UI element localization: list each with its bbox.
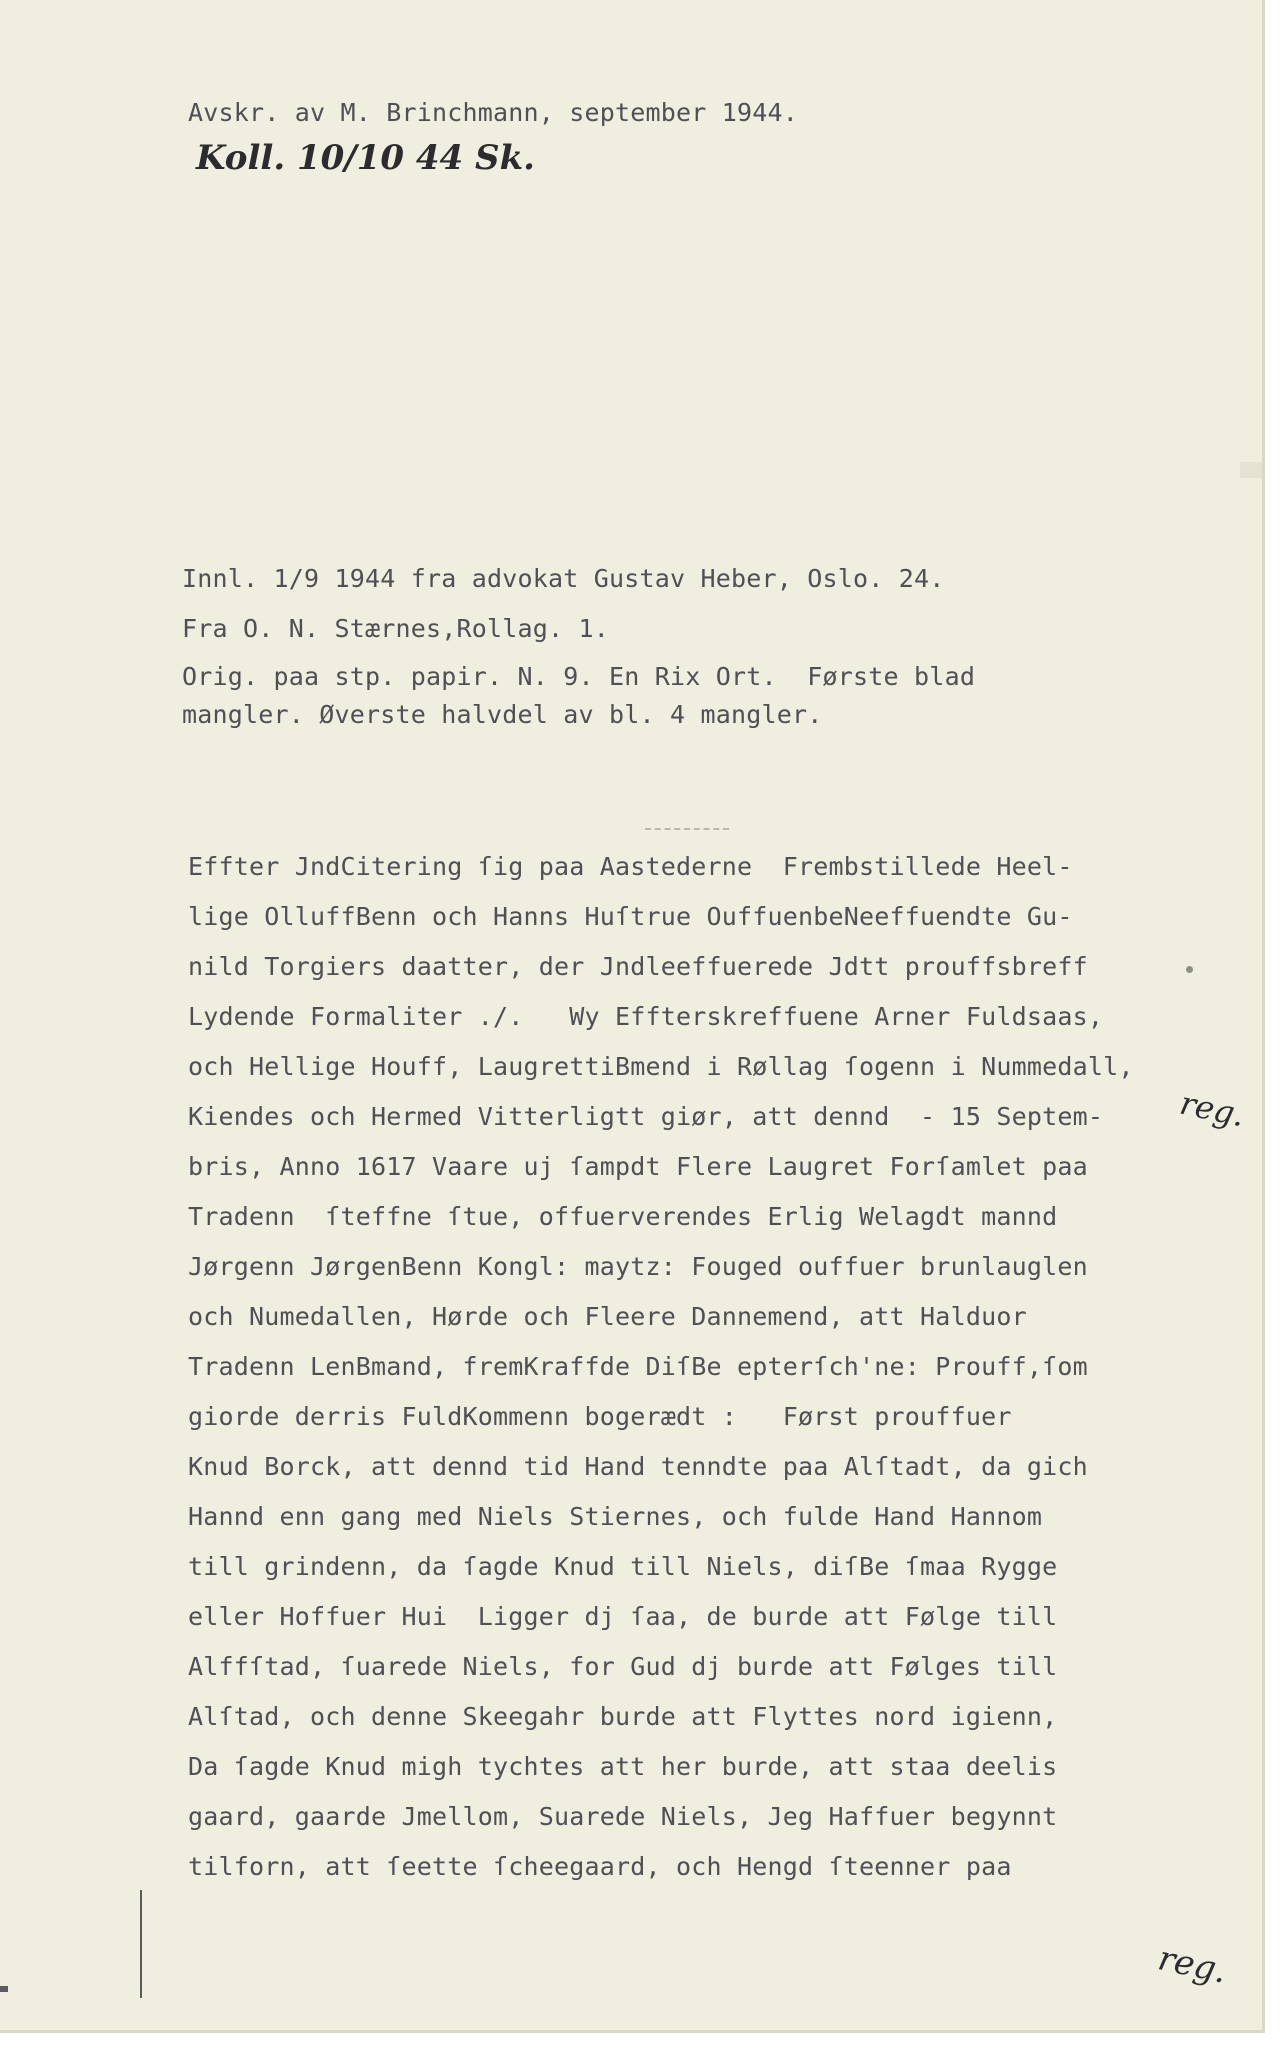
body-line: Hannd enn gang med Niels Stiernes, och fulde Hand Hannom: [188, 1502, 1043, 1531]
body-line: till grindenn, da ſagde Knud till Niels, diſBe ſmaa Rygge: [188, 1552, 1058, 1581]
meta-line: Fra O. N. Stærnes,Rollag. 1.: [182, 614, 610, 643]
body-line: Lydende Formaliter ./. Wy Efftersk​reffuene Arner Fuldsaas,: [188, 1002, 1104, 1031]
control-note-handwritten: Koll. 10/10 44 Sk.: [196, 138, 535, 178]
body-line: Knud Borck, att dennd tid Hand tenndte paa Alſtadt, da gich: [188, 1452, 1088, 1481]
paper-stain: [1240, 462, 1262, 478]
edge-tick-mark: [0, 1986, 8, 1992]
body-line: gaard, gaarde Jmellom, Suarede Niels, Jeg Haffuer begynnt: [188, 1802, 1058, 1831]
body-line: Alffſtad, ſuarede Niels, for Gud dj burde att Følges till: [188, 1652, 1058, 1681]
separator-dash: [645, 828, 729, 830]
body-line: och Hellige Houff, LaugrettiBmend i Røllag ſogenn i Nummedall,: [188, 1052, 1134, 1081]
body-line: Alſtad, och denne Skeegahr burde att Flyttes nord igienn,: [188, 1702, 1058, 1731]
body-line: tilforn, att ſeette ſcheegaard, och Hengd ſteenner paa: [188, 1852, 1012, 1881]
body-line: Kiendes och Hermed Vitterligtt giør, att dennd - 15 Septem-: [188, 1102, 1104, 1131]
body-line: bris, Anno 1617 Vaare uj ſampdt Flere Laugret Forſamlet paa: [188, 1152, 1088, 1181]
body-line: Tradenn ſteffne ſtue, offuerverendes Erlig Welagdt mannd: [188, 1202, 1058, 1231]
transcription-note: Avskr. av M. Brinchmann, september 1944.: [188, 98, 799, 127]
body-line: och Numedallen, Hørde och Fleere Dannemend, att Halduor: [188, 1302, 1027, 1331]
body-line: nild Torgiers daatter, der Jndleeffuerede Jdtt prouffsbreff: [188, 952, 1088, 981]
margin-note-reg: reg.: [1176, 1083, 1249, 1135]
body-line: Tradenn LenBmand, fremKraffde DiſBe epterſch'ne: Prouff,ſom: [188, 1352, 1088, 1381]
pencil-margin-line: [140, 1890, 142, 1998]
body-line: Da ſagde Knud migh tychtes att her burde, att staa deelis: [188, 1752, 1058, 1781]
meta-line: mangler. Øverste halvdel av bl. 4 mangler.: [182, 700, 823, 729]
meta-line: Orig. paa stp. papir. N. 9. En Rix Ort. Første blad: [182, 662, 976, 691]
body-line: Effter JndCitering ſig paa Aastederne Frembstillede Heel-: [188, 852, 1073, 881]
margin-note-reg: reg.: [1154, 1938, 1231, 1992]
ink-dot-mark: [1186, 966, 1193, 973]
body-line: giorde derris FuldKommenn bogerædt : Først prouffuer: [188, 1402, 1012, 1431]
body-line: eller Hoffuer Hui Ligger dj ſaa, de burde att Følge till: [188, 1602, 1058, 1631]
body-line: Jørgenn JørgenBenn Kongl: maytz: Fouged ouffuer brunlauglen: [188, 1252, 1088, 1281]
body-line: lige OlluffBenn och Hanns Huſtrue OuffuenbeNeeffuendte Gu-: [188, 902, 1073, 931]
meta-line: Innl. 1/9 1944 fra advokat Gustav Heber, Oslo. 24.: [182, 564, 945, 593]
